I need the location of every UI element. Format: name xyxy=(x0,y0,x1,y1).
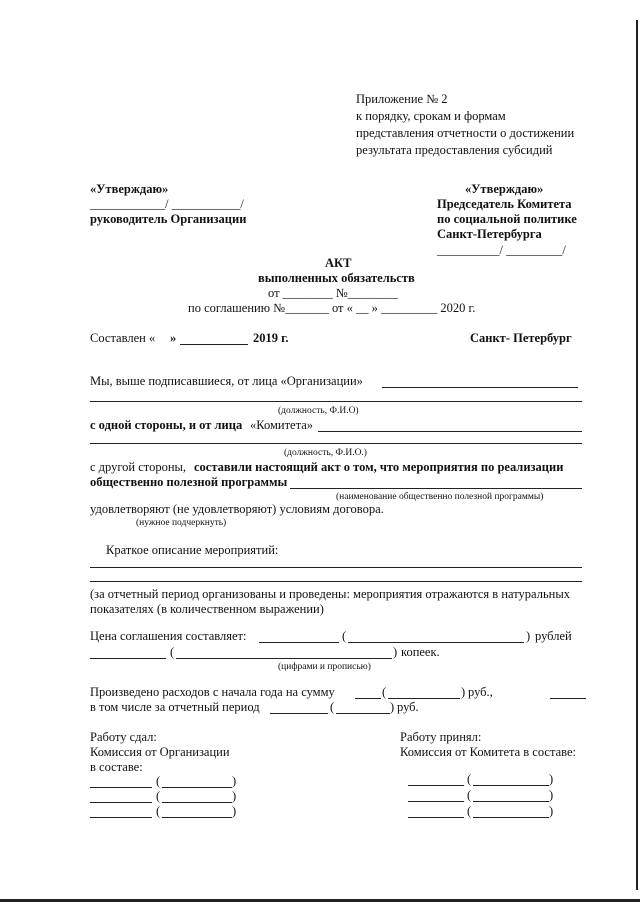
document-page: Приложение № 2 к порядку, срокам и формам представления отчетности о достижении результата предоставления субсидий «Утверждаю» ____________/ ___________/ руководитель Организации «Утверждаю» Председатель Комитета по социальной политике Санкт-Петербурга __________/ _________/ АКТ выполненных обязательств от ________ №________ по соглашению №_______ от « __ » _________ 2020 г. Составлен « » 2019 г. Санкт- Петербург Мы, выше подписавшиеся, от лица «Организации» (должность, Ф.И.О) с одной стороны, и от лица «Комитета» (должность, Ф.И.О.) с другой стороны, составили настоящий акт о том, что мероприятия по реализации общественно полезной программы (наименование общественно полезной программы) удовлетворяют (не удовлетворяют) условиям договора. (нужное подчеркнуть) Краткое описание мероприятий: (за отчетный период организованы и проведены: мероприятия отражаются в натуральных показателях (в количественном выражении) Цена соглашения составляет: ( ) рублей ( ) копеек. (цифрами и прописью) Произведено расходов с начала года на сумму ( ) руб., в том числе за отчетный период ( ) руб. Работу сдал: Комиссия от Организации в составе: Работу принял: Комиссия от Комитета в составе: ( ) ( ) ( ) ( ) ( ) ( ) xyxy=(0,0,640,905)
act-title: АКТ xyxy=(325,256,352,270)
approve-left-role: руководитель Организации xyxy=(90,212,247,226)
price-words-blank xyxy=(348,642,524,643)
act-subtitle: выполненных обязательств xyxy=(258,271,415,285)
act-number-line: от ________ №________ xyxy=(268,286,398,300)
work-accepted-label: Работу принял: xyxy=(400,730,482,744)
composed-city: Санкт- Петербург xyxy=(470,331,572,345)
signatories-text: Мы, выше подписавшиеся, от лица «Организации» xyxy=(90,374,363,388)
one-side-text: с одной стороны, и от лица xyxy=(90,418,243,432)
program-name-blank xyxy=(290,488,582,489)
composed-quote-close: » xyxy=(170,331,177,345)
expenses-open-paren: ( xyxy=(382,685,387,699)
approve-right-title: «Утверждаю» xyxy=(465,182,544,196)
approve-right-line-3: Санкт-Петербурга xyxy=(437,227,542,241)
kopecks-label: копеек. xyxy=(401,645,440,659)
composed-label: Составлен « xyxy=(90,331,156,345)
scan-edge-bottom xyxy=(0,899,640,902)
kopeck-open-paren: ( xyxy=(170,645,175,659)
composed-year: 2019 г. xyxy=(253,331,289,345)
work-handed-label: Работу сдал: xyxy=(90,730,157,744)
satisfy-text: удовлетворяют (не удовлетворяют) условиям договора. xyxy=(90,502,384,516)
appendix-line-2: к порядку, срокам и формам xyxy=(356,109,506,123)
expenses-label: Произведено расходов с начала года на сумму xyxy=(90,685,335,699)
period-digits-blank xyxy=(270,713,328,714)
expenses-close-paren: ) xyxy=(461,685,466,699)
composition-label: в составе: xyxy=(90,760,143,774)
expenses-tail-blank xyxy=(550,698,586,699)
position-hint-2: (должность, Ф.И.О.) xyxy=(284,448,367,458)
period-note-2: показателях (в количественном выражении) xyxy=(90,602,324,616)
underline-hint: (нужное подчеркнуть) xyxy=(136,518,227,528)
brief-line-2 xyxy=(90,581,582,582)
price-label: Цена соглашения составляет: xyxy=(90,629,247,643)
rubles-label: рублей xyxy=(535,629,572,643)
act-statement-text: составили настоящий акт о том, что мероприятия по реализации xyxy=(194,460,564,474)
program-text: общественно полезной программы xyxy=(90,475,288,489)
committee-blank-2 xyxy=(90,443,582,444)
expenses-digits-blank xyxy=(355,698,381,699)
appendix-line-4: результата предоставления субсидий xyxy=(356,143,553,157)
approve-left-title: «Утверждаю» xyxy=(90,182,169,196)
period-note-1: (за отчетный период организованы и проведены: мероприятия отражаются в натуральных xyxy=(90,587,570,601)
position-hint-1: (должность, Ф.И.О) xyxy=(278,406,359,416)
scan-edge-right xyxy=(636,20,638,890)
period-close-paren: ) xyxy=(390,700,395,714)
approve-right-line-1: Председатель Комитета xyxy=(437,197,572,211)
price-close-paren: ) xyxy=(526,629,531,643)
kopeck-words-blank xyxy=(176,658,392,659)
price-open-paren: ( xyxy=(342,629,347,643)
organization-blank-2 xyxy=(90,401,582,402)
rub-label-1: руб., xyxy=(468,685,493,699)
appendix-line-3: представления отчетности о достижении xyxy=(356,126,575,140)
approve-right-line-2: по социальной политике xyxy=(437,212,577,226)
brief-line-1 xyxy=(90,567,582,568)
appendix-line-1: Приложение № 2 xyxy=(356,92,448,106)
approve-left-signature-line: ____________/ ___________/ xyxy=(90,197,244,211)
program-name-hint: (наименование общественно полезной программы) xyxy=(336,492,544,502)
price-digits-blank xyxy=(259,642,339,643)
approve-right-signature-line: __________/ _________/ xyxy=(437,243,566,257)
composed-month-blank xyxy=(180,344,248,345)
rub-label-2: руб. xyxy=(397,700,419,714)
kopeck-close-paren: ) xyxy=(393,645,398,659)
kopeck-digits-blank xyxy=(90,658,166,659)
expenses-words-blank xyxy=(388,698,460,699)
organization-blank xyxy=(382,387,578,388)
agreement-line: по соглашению №_______ от « __ » _________ 2020 г. xyxy=(188,301,476,315)
committee-blank xyxy=(318,431,582,432)
committee-label: «Комитета» xyxy=(250,418,314,432)
period-open-paren: ( xyxy=(330,700,335,714)
period-words-blank xyxy=(336,713,390,714)
period-total-label: в том числе за отчетный период xyxy=(90,700,260,714)
other-side-text: с другой стороны, xyxy=(90,460,187,474)
digits-hint: (цифрами и прописью) xyxy=(278,662,371,672)
org-commission-label: Комиссия от Организации xyxy=(90,745,230,759)
brief-description-label: Краткое описание мероприятий: xyxy=(106,543,279,557)
committee-commission-label: Комиссия от Комитета в составе: xyxy=(400,745,576,759)
